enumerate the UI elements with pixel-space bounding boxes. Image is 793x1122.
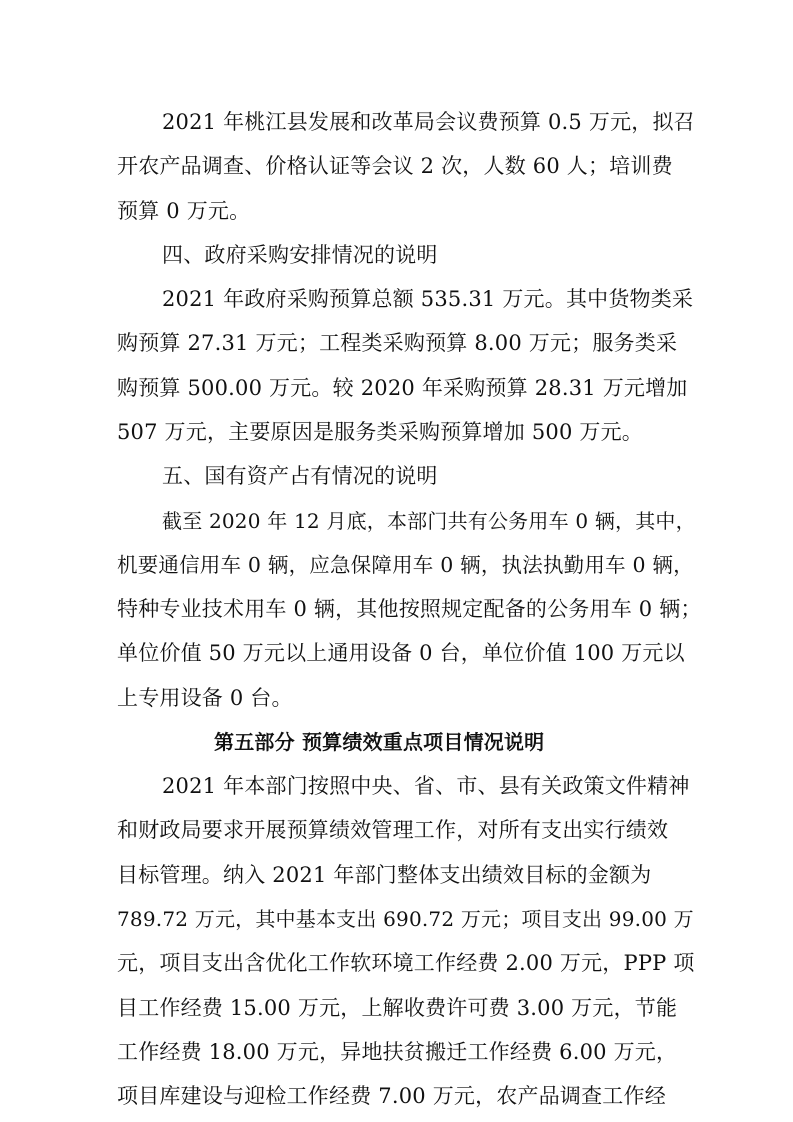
section-heading: 四、政府采购安排情况的说明 [162,242,438,267]
paragraph-line: 项目库建设与迎检工作经费 7.00 万元，农产品调查工作经 [117,1084,666,1108]
paragraph-line: 元，项目支出含优化工作软环境工作经费 2.00 万元，PPP 项 [117,951,695,976]
paragraph-line: 购预算 27.31 万元；工程类采购预算 8.00 万元；服务类采 [117,331,678,356]
paragraph-line: 截至 2020 年 12 月底，本部门共有公务用车 0 辆，其中， [162,508,696,533]
section-heading: 五、国有资产占有情况的说明 [162,464,438,489]
paragraph-line: 2021 年桃江县发展和改革局会议费预算 0.5 万元，拟召 [162,110,695,134]
paragraph-line: 预算 0 万元。 [117,198,251,223]
paragraph-line: 789.72 万元，其中基本支出 690.72 万元；项目支出 99.00 万 [117,906,694,931]
paragraph-line: 目标管理。纳入 2021 年部门整体支出绩效目标的金额为 [117,862,652,887]
paragraph-line: 机要通信用车 0 辆，应急保障用车 0 辆，执法执勤用车 0 辆， [117,552,694,577]
paragraph-line: 单位价值 50 万元以上通用设备 0 台，单位价值 100 万元以 [117,641,685,666]
paragraph-line: 工作经费 18.00 万元，异地扶贫搬迁工作经费 6.00 万元， [117,1039,678,1064]
paragraph-line: 507 万元，主要原因是服务类采购预算增加 500 万元。 [117,419,643,444]
part-title: 第五部分 预算绩效重点项目情况说明 [214,729,545,754]
paragraph-line: 2021 年本部门按照中央、省、市、县有关政策文件精神 [162,774,690,799]
paragraph-line: 开农产品调查、价格认证等会议 2 次，人数 60 人；培训费 [117,154,673,179]
paragraph-line: 购预算 500.00 万元。较 2020 年采购预算 28.31 万元增加 [117,375,688,400]
paragraph-line: 上专用设备 0 台。 [117,685,293,710]
paragraph-line: 和财政局要求开展预算绩效管理工作，对所有支出实行绩效 [117,818,669,843]
paragraph-line: 特种专业技术用车 0 辆，其他按照规定配备的公务用车 0 辆； [117,597,702,621]
paragraph-line: 2021 年政府采购预算总额 535.31 万元。其中货物类采 [162,287,694,312]
paragraph-line: 目工作经费 15.00 万元，上解收费许可费 3.00 万元，节能 [117,995,678,1020]
